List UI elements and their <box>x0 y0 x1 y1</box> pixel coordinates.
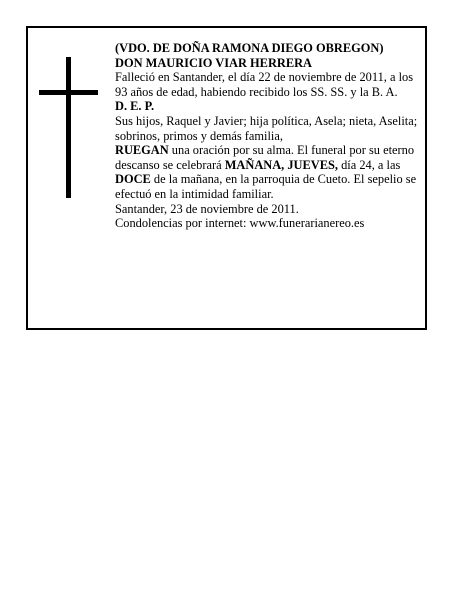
deceased-name: DON MAURICIO VIAR HERRERA <box>115 55 312 70</box>
prayer-text-a: una oración por su alma. El funeral por su eterno descanso se celebrará <box>115 143 415 172</box>
funeral-day: MAÑANA, JUEVES, <box>224 157 338 172</box>
prayer-text-c: de la mañana, en la parroquia de Cueto. El sepelio se efectuó en la intimidad familiar. <box>115 172 417 201</box>
prayer-text-b: día 24, a las <box>337 157 401 172</box>
cross-horizontal-bar <box>39 90 98 95</box>
family-list: Sus hijos, Raquel y Javier; hija política, Asela; nieta, Aselita; sobrinos, primos y demás familia, <box>115 113 418 143</box>
widow-line: (VDO. DE DOÑA RAMONA DIEGO OBREGON) <box>115 41 384 55</box>
funeral-details <box>115 143 423 201</box>
ruegan-word: RUEGAN <box>115 143 169 158</box>
funeral-hour: DOCE <box>115 172 151 187</box>
condolences-line: Condolencias por internet: www.funerarianereo.es <box>115 216 365 231</box>
obituary-text <box>115 41 423 231</box>
cross-icon <box>39 57 98 198</box>
obituary-notice <box>26 26 427 330</box>
dep-line: D. E. P. <box>115 99 155 114</box>
cross-vertical-bar <box>66 57 71 198</box>
place-date: Santander, 23 de noviembre de 2011. <box>115 201 299 216</box>
death-details: Falleció en Santander, el día 22 de noviembre de 2011, a los 93 años de edad, habiendo recibido los SS. SS. y la B. A. <box>115 70 414 99</box>
